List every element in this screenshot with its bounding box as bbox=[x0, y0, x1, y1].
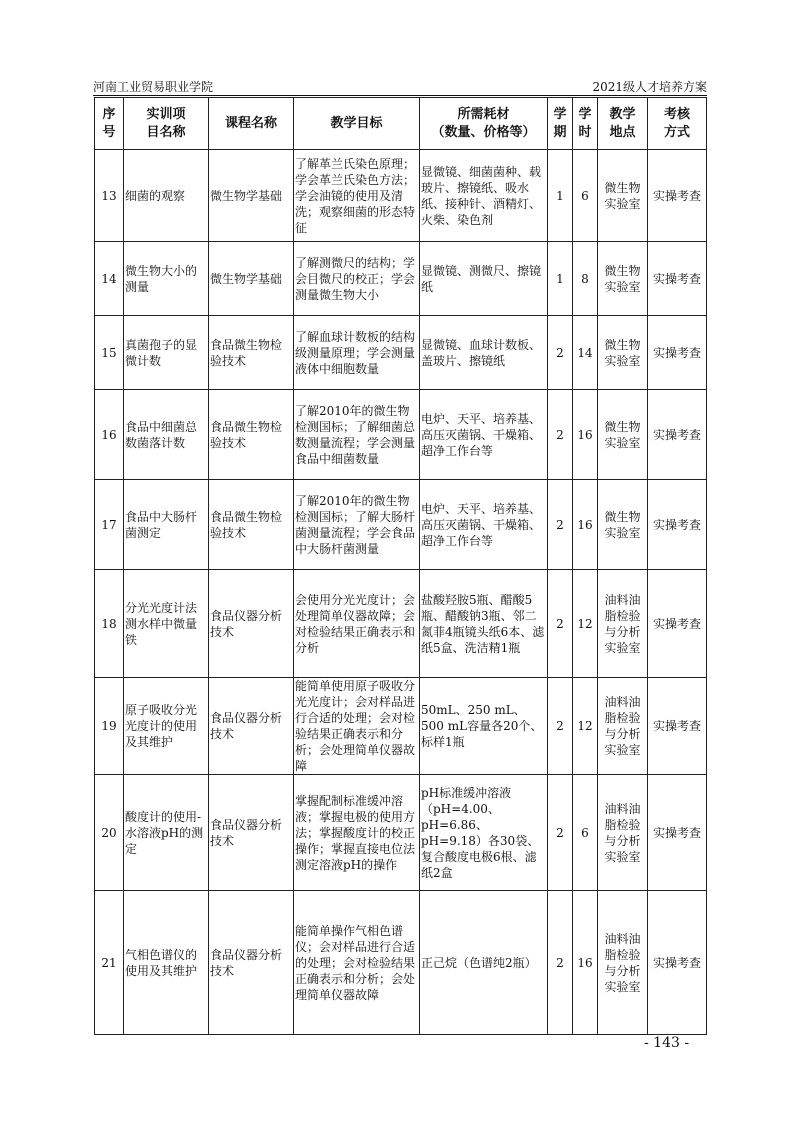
cell-no: 17 bbox=[95, 480, 124, 570]
table-row bbox=[95, 775, 707, 891]
cell-location: 油料油脂检验与分析实验室 bbox=[598, 775, 648, 891]
training-projects-table bbox=[94, 97, 707, 1035]
cell-hours: 6 bbox=[573, 150, 598, 242]
cell-materials: 盐酸羟胺5瓶、醋酸5瓶、醋酸钠3瓶、邻二氮菲4瓶镜头纸6本、滤纸5盒、洗洁精1瓶 bbox=[420, 570, 548, 678]
cell-no: 16 bbox=[95, 390, 124, 480]
cell-no: 18 bbox=[95, 570, 124, 678]
cell-no: 13 bbox=[95, 150, 124, 242]
cell-no: 15 bbox=[95, 316, 124, 390]
cell-location: 微生物实验室 bbox=[598, 480, 648, 570]
table-row bbox=[95, 150, 707, 242]
cell-term: 2 bbox=[548, 316, 573, 390]
cell-course: 食品微生物检验技术 bbox=[209, 480, 294, 570]
cell-assessment: 实操考查 bbox=[648, 316, 707, 390]
cell-location: 微生物实验室 bbox=[598, 150, 648, 242]
col-header-materials: 所需耗材 （数量、价格等） bbox=[420, 98, 548, 150]
cell-term: 2 bbox=[548, 775, 573, 891]
cell-no: 14 bbox=[95, 242, 124, 316]
cell-term: 2 bbox=[548, 570, 573, 678]
cell-location: 微生物实验室 bbox=[598, 390, 648, 480]
cell-goal: 了解2010年的微生物检测国标；了解细菌总数测量流程；学会测量食品中细菌数量 bbox=[294, 390, 420, 480]
cell-course: 食品仪器分析技术 bbox=[209, 891, 294, 1035]
cell-hours: 16 bbox=[573, 480, 598, 570]
cell-no: 21 bbox=[95, 891, 124, 1035]
cell-goal: 了解2010年的微生物检测国标；了解大肠杆菌测量流程；学会食品中大肠杆菌测量 bbox=[294, 480, 420, 570]
cell-project: 细菌的观察 bbox=[124, 150, 209, 242]
cell-goal: 掌握配制标准缓冲溶液；掌握电极的使用方法；掌握酸度计的校正操作；掌握直接电位法测定溶液pH的操作 bbox=[294, 775, 420, 891]
table-row bbox=[95, 390, 707, 480]
cell-term: 2 bbox=[548, 891, 573, 1035]
cell-goal: 能简单使用原子吸收分光光度计；会对样品进行合适的处理；会对检验结果正确表示和分析；会处理简单仪器故障 bbox=[294, 678, 420, 775]
cell-project: 气相色谱仪的使用及其维护 bbox=[124, 891, 209, 1035]
cell-materials: 显微镜、细菌菌种、载玻片、擦镜纸、吸水纸、接种针、酒精灯、火柴、染色剂 bbox=[420, 150, 548, 242]
cell-hours: 8 bbox=[573, 242, 598, 316]
cell-course: 食品仪器分析技术 bbox=[209, 570, 294, 678]
cell-assessment: 实操考查 bbox=[648, 242, 707, 316]
cell-location: 微生物实验室 bbox=[598, 316, 648, 390]
cell-course: 微生物学基础 bbox=[209, 150, 294, 242]
cell-project: 食品中大肠杆菌测定 bbox=[124, 480, 209, 570]
cell-project: 分光光度计法测水样中微量铁 bbox=[124, 570, 209, 678]
cell-materials: 50mL、250 mL、500 mL容量各20个、标样1瓶 bbox=[420, 678, 548, 775]
cell-project: 微生物大小的测量 bbox=[124, 242, 209, 316]
cell-course: 食品仪器分析技术 bbox=[209, 775, 294, 891]
cell-materials: 正己烷（色谱纯2瓶） bbox=[420, 891, 548, 1035]
cell-goal: 会使用分光光度计；会处理简单仪器故障；会对检验结果正确表示和分析 bbox=[294, 570, 420, 678]
col-header-no: 序 号 bbox=[95, 98, 124, 150]
col-header-term: 学 期 bbox=[548, 98, 573, 150]
page-header bbox=[93, 80, 707, 95]
table-row bbox=[95, 678, 707, 775]
cell-hours: 12 bbox=[573, 678, 598, 775]
col-header-location: 教学 地点 bbox=[598, 98, 648, 150]
cell-term: 2 bbox=[548, 390, 573, 480]
cell-goal: 了解测微尺的结构；学会目微尺的校正；学会测量微生物大小 bbox=[294, 242, 420, 316]
cell-materials: 显微镜、血球计数板、盖玻片、擦镜纸 bbox=[420, 316, 548, 390]
table-row bbox=[95, 316, 707, 390]
table-row bbox=[95, 480, 707, 570]
cell-assessment: 实操考查 bbox=[648, 390, 707, 480]
table-header-row bbox=[95, 98, 707, 150]
cell-term: 1 bbox=[548, 242, 573, 316]
cell-project: 原子吸收分光光度计的使用及其维护 bbox=[124, 678, 209, 775]
cell-course: 食品微生物检验技术 bbox=[209, 316, 294, 390]
cell-materials: 显微镜、测微尺、擦镜纸 bbox=[420, 242, 548, 316]
cell-course: 食品微生物检验技术 bbox=[209, 390, 294, 480]
cell-location: 油料油脂检验与分析实验室 bbox=[598, 570, 648, 678]
cell-term: 1 bbox=[548, 150, 573, 242]
cell-assessment: 实操考查 bbox=[648, 150, 707, 242]
cell-goal: 了解革兰氏染色原理；学会革兰氏染色方法；学会油镜的使用及清洗；观察细菌的形态特征 bbox=[294, 150, 420, 242]
cell-goal: 了解血球计数板的结构级测量原理；学会测量液体中细胞数量 bbox=[294, 316, 420, 390]
cell-assessment: 实操考查 bbox=[648, 480, 707, 570]
col-header-project: 实训项 目名称 bbox=[124, 98, 209, 150]
cell-term: 2 bbox=[548, 678, 573, 775]
cell-project: 真菌孢子的显微计数 bbox=[124, 316, 209, 390]
cell-goal: 能简单操作气相色谱仪；会对样品进行合适的处理；会对检验结果正确表示和分析；会处理简单仪器故障 bbox=[294, 891, 420, 1035]
col-header-goal: 教学目标 bbox=[294, 98, 420, 150]
cell-location: 油料油脂检验与分析实验室 bbox=[598, 678, 648, 775]
cell-course: 微生物学基础 bbox=[209, 242, 294, 316]
cell-location: 油料油脂检验与分析实验室 bbox=[598, 891, 648, 1035]
header-rule bbox=[93, 95, 707, 96]
cell-assessment: 实操考查 bbox=[648, 775, 707, 891]
cell-hours: 14 bbox=[573, 316, 598, 390]
table-row bbox=[95, 570, 707, 678]
cell-hours: 6 bbox=[573, 775, 598, 891]
cell-course: 食品仪器分析技术 bbox=[209, 678, 294, 775]
cell-project: 酸度计的使用-水溶液pH的测定 bbox=[124, 775, 209, 891]
cell-assessment: 实操考查 bbox=[648, 891, 707, 1035]
col-header-course: 课程名称 bbox=[209, 98, 294, 150]
cell-hours: 16 bbox=[573, 390, 598, 480]
cell-hours: 12 bbox=[573, 570, 598, 678]
table-row bbox=[95, 242, 707, 316]
col-header-assessment: 考核 方式 bbox=[648, 98, 707, 150]
cell-materials: pH标准缓冲溶液（pH=4.00、pH=6.86、pH=9.18）各30袋、复合酸度电极6根、滤纸2盒 bbox=[420, 775, 548, 891]
cell-no: 19 bbox=[95, 678, 124, 775]
cell-hours: 16 bbox=[573, 891, 598, 1035]
cell-assessment: 实操考查 bbox=[648, 570, 707, 678]
cell-materials: 电炉、天平、培养基、高压灭菌锅、干燥箱、超净工作台等 bbox=[420, 480, 548, 570]
cell-materials: 电炉、天平、培养基、高压灭菌锅、干燥箱、超净工作台等 bbox=[420, 390, 548, 480]
table-row bbox=[95, 891, 707, 1035]
col-header-hours: 学 时 bbox=[573, 98, 598, 150]
cell-project: 食品中细菌总数菌落计数 bbox=[124, 390, 209, 480]
page-number: - 143 - bbox=[644, 1035, 690, 1051]
header-document-title: 2021级人才培养方案 bbox=[592, 80, 707, 94]
header-institution: 河南工业贸易职业学院 bbox=[93, 80, 214, 94]
cell-term: 2 bbox=[548, 480, 573, 570]
cell-assessment: 实操考查 bbox=[648, 678, 707, 775]
cell-location: 微生物实验室 bbox=[598, 242, 648, 316]
cell-no: 20 bbox=[95, 775, 124, 891]
